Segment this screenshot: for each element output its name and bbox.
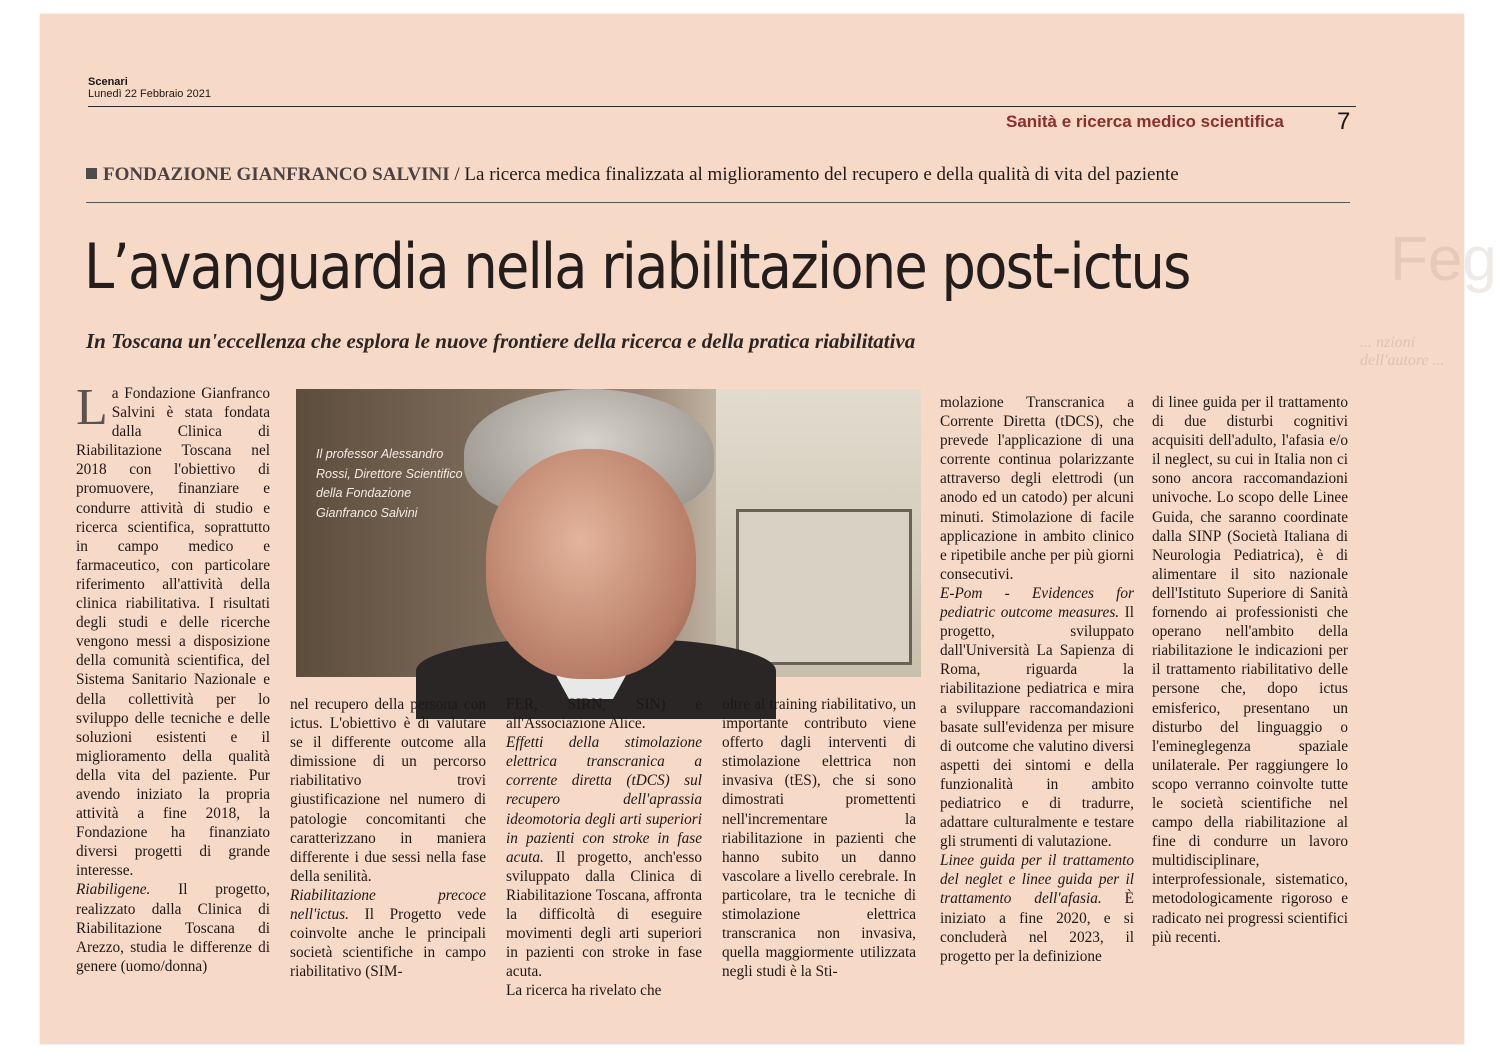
paragraph	[290, 886, 486, 981]
paragraph: di linee guida per il trattamento di due disturbi cognitivi acquisiti dell'adulto, l'afasia e/o il neglect, su cui in Italia non ci sono ancora raccomandazioni univoche. Lo scopo delle Linee Guida, che saranno coordinate dalla SINP (Società Italiana di Neurologia Pediatrica), è di alimentare il sito nazionale dell'Istituto Superiore di Sanità fornendo ai professionisti che operano nell'ambito della riabilitazione le indicazioni per il trattamento riabilitativo delle persone che, dopo ictus emisferico, presentano un disturbo del linguaggio o l'emineglegenza spaziale unilaterale. Per raggiungere lo scopo verranno coinvolte tutte le società scientifiche nel campo della riabilitazione al fine di condurre un lavoro multidisciplinare, interprofessionale, sistematico, metodologicamente rigoroso e radicato nei progressi scientifici più recenti.	[1152, 394, 1348, 946]
adjacent-page-bleed-line: ... nzioni dell'autore ...	[1360, 334, 1445, 369]
paragraph: oltre al training riabilitativo, un importante contributo viene offerto dagli interventi di stimolazione elettrica non invasiva (tES), che si sono dimostrati promettenti nell'incrementare la riabilitazione in pazienti che hanno subito un danno vascolare a livello cerebrale. In particolare, tra le tecniche di stimolazione elettrica transcranica non invasiva, quella maggiormente utilizzata negli studi è la Sti-	[722, 696, 916, 981]
article-column-2	[290, 695, 486, 981]
paragraph: nel recupero della persona con ictus. L'obiettivo è di valutare se il differente outcome alla dimissione di un percorso riabilitativo trovi giustificazione nel numero di patologie concomitanti che caratterizzano in maniera differente i due sessi nella fase della senilità.	[290, 696, 486, 885]
kicker-description: La ricerca medica finalizzata al miglioramento del recupero e della qualità di vita del paziente	[464, 164, 1179, 185]
square-bullet-icon	[86, 168, 97, 179]
article-column-6	[1152, 393, 1348, 947]
paragraph	[76, 880, 270, 975]
masthead	[88, 76, 211, 100]
portrait-photo	[296, 389, 921, 677]
paragraph	[76, 379, 270, 880]
page-number: 7	[1337, 108, 1351, 135]
photo-caption: Il professor Alessandro Rossi, Direttore Scientifico della Fondazione Gianfranco Salvini	[316, 447, 463, 520]
kicker-organization: FONDAZIONE GIANFRANCO SALVINI	[103, 164, 450, 185]
kicker	[86, 164, 1179, 186]
kicker-rule	[86, 202, 1350, 203]
paragraph	[940, 851, 1134, 966]
issue-date: Lunedì 22 Febbraio 2021	[88, 88, 211, 100]
paragraph: molazione Transcranica a Corrente Diretta (tDCS), che prevede l'applicazione di una corrente continua polarizzante attraverso degli elettrodi (un anodo ed un catodo) per alcuni minuti. Stimolazione di facile applicazione in ambito clinico e ripetibile anche per più giorni consecutivi.	[940, 394, 1134, 583]
header-rule-top	[88, 106, 1356, 107]
paragraph-text: Il progetto, sviluppato dall'Università La Sapienza di Roma, riguarda la riabilitazione pediatrica e mira a sviluppare raccomandazioni basate sull'evidenza per misure di outcome che valutino diversi aspetti dei sintomi e della funzionalità in ambito pediatrico e di tradurre, adattare culturalmente e testare gli strumenti di valutazione.	[940, 604, 1134, 851]
paragraph	[506, 733, 702, 981]
article-column-4	[722, 695, 916, 981]
article-column-5	[940, 393, 1134, 966]
paragraph-text: Il Progetto vede coinvolte anche le principali società scientifiche in campo riabilitativo (SIM-	[290, 906, 486, 981]
kicker-separator: /	[449, 164, 465, 185]
paragraph-text: Il progetto, realizzato dalla Clinica di Riabilitazione Toscana di Arezzo, studia le differenze di genere (uomo/donna)	[76, 881, 270, 975]
article-column-3	[506, 695, 702, 1001]
paragraph-text: È iniziato a fine 2020, e si concluderà nel 2023, il progetto per la definizione	[940, 890, 1134, 965]
headline: L’avanguardia nella riabilitazione post-ictus	[84, 230, 1190, 303]
adjacent-page-bleed: Feg	[1390, 225, 1497, 294]
publication-name: Scenari	[88, 76, 128, 88]
subheadline: In Toscana un'eccellenza che esplora le nuove frontiere della ricerca e della pratica riabilitativa	[86, 329, 916, 353]
paragraph: La ricerca ha rivelato che	[506, 982, 662, 1000]
paragraph-lead: Riabiligene.	[76, 881, 151, 899]
paragraph-lead: Riabilitazione precoce nell'ictus.	[290, 886, 486, 924]
newspaper-page	[40, 14, 1497, 1044]
paragraph-lead: Linee guida per il trattamento del neglet e linee guida per il trattamento dell'afasia.	[940, 852, 1134, 908]
section-title: Sanità e ricerca medico scientifica	[1006, 112, 1284, 131]
drop-cap: L	[76, 379, 108, 436]
paragraph-text: a Fondazione Gianfranco Salvini è stata fondata dalla Clinica di Riabilitazione Toscana nel 2018 con l'obiettivo di promuovere, finanziare e condurre attività di studio e ricerca scientifica, soprattutto in campo medico e farmaceutico, con particolare riferimento all'attività della clinica riabilitativa. I risultati degli studi e delle ricerche vengono messi a disposizione della comunità scientifica, del Sistema Sanitario Nazionale e della collettività per lo sviluppo delle tecniche e delle soluzioni esistenti e il miglioramento della qualità della vita del paziente. Pur avendo iniziato la propria attività a fine 2018, la Fondazione ha finanziato diversi progetti di grande interesse.	[76, 385, 270, 880]
paragraph	[940, 584, 1134, 851]
paragraph-lead: Effetti della stimolazione elettrica transcranica a corrente diretta (tDCS) sul recupero dell'aprassia ideomotoria degli arti superiori in pazienti con stroke in fase acuta.	[506, 734, 702, 866]
article-column-1	[76, 379, 270, 976]
background-picture	[736, 509, 912, 665]
paragraph-text: Il progetto, anch'esso sviluppato dalla Clinica di Riabilitazione Toscana, affronta la difficoltà di eseguire movimenti degli arti superiori in pazienti con stroke in fase acuta.	[506, 848, 702, 981]
paragraph-lead: E-Pom - Evidences for pediatric outcome measures.	[940, 584, 1134, 622]
paragraph: FER, SIRN, SIN) e all'Associazione Alice.	[506, 696, 702, 733]
photo-face	[486, 449, 696, 679]
